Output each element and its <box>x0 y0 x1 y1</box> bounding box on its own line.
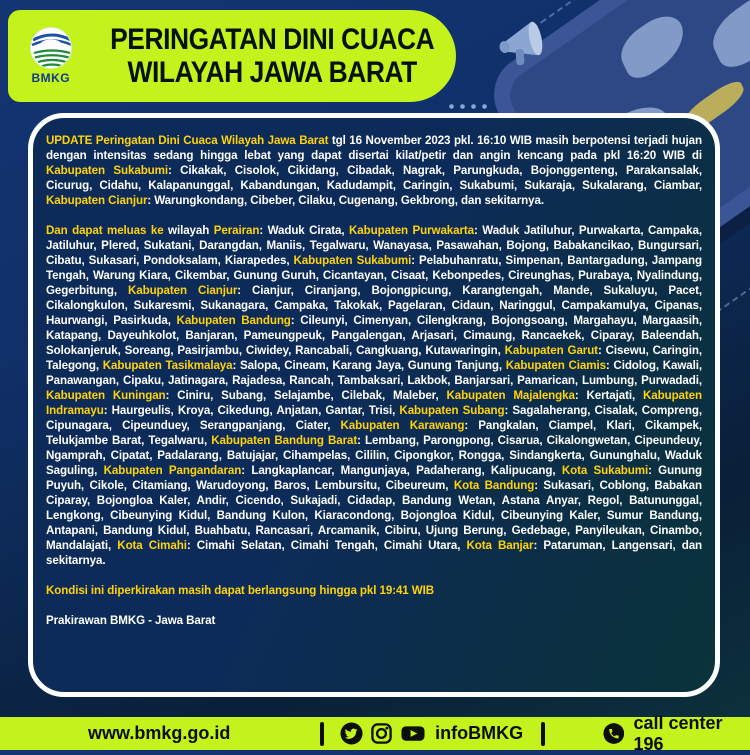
footer-divider <box>320 722 324 746</box>
body-text: : Cikakak, Cisolok, Cikidang, Cibadak, Nagrak, Parungkuda, Bojonggenteng, Parakansalak, Cicurug, Cidahu, Kalapanunggal, Kabandungan, Kadudampit, Caringin, Sukabumi, Sukaraja, Sukalarang, Ciambar, <box>46 164 702 192</box>
highlighted-text: Kabupaten Sukabumi <box>46 164 168 177</box>
body-text: : Gunung Puyuh, Cikole, Citamiang, Warudoyong, Baros, Lembursitu, Cibeureum, <box>46 464 702 492</box>
body-text: : Pelabuhanratu, Simpenan, Bantargadung, Jampang Tengah, Warung Kiara, Cikembar, Gunung Guruh, Cicantayan, Cisaat, Kebonpedes, Cireunghas, Purabaya, Nyalindung, Gegerbitung, <box>46 254 702 297</box>
map-island-shape <box>615 5 691 86</box>
bmkg-logo-label: BMKG <box>31 71 71 85</box>
page-title-line1: PERINGATAN DINI CUACA <box>109 23 434 56</box>
paragraph <box>46 613 702 628</box>
highlighted-text: Kabupaten Ciamis <box>505 359 606 372</box>
bulletin-text <box>46 133 702 628</box>
body-text: : Haurgeulis, Kroya, Cikedung, Anjatan, Gantar, Trisi, <box>103 404 400 417</box>
call-center[interactable] <box>603 713 750 755</box>
paragraph <box>46 583 702 598</box>
page-title-line2: WILAYAH JAWA BARAT <box>127 56 417 89</box>
bmkg-logo <box>14 27 88 85</box>
social-icons <box>340 722 426 745</box>
body-text: : Cimahi Selatan, Cimahi Tengah, Cimahi Utara, <box>186 539 467 552</box>
highlighted-text: Kabupaten Sukabumi <box>293 254 412 267</box>
header-banner <box>8 10 456 102</box>
twitter-icon[interactable] <box>340 722 363 745</box>
social-handle-label[interactable]: infoBMKG <box>435 723 524 743</box>
highlighted-text: Kota Cimahi <box>117 539 187 552</box>
highlighted-text: Kota Sukabumi <box>561 464 649 477</box>
highlighted-text: Kabupaten Pangandaran <box>103 464 242 477</box>
body-text: : Cileunyi, Cimenyan, Cilengkrang, Bojongsoang, Margahayu, Margaasih, Katapang, Dayeuhkolot, Banjaran, Pameungpeuk, Pangalengan, Arjasari, Cimaung, Rancaekek, Ciparay, Baleendah, Solokanjeruk, Soreang, Pasirjambu, Ciwidey, Rancabali, Cangkuang, Kutawaringin, <box>46 314 703 357</box>
highlighted-text: Kota Bandung <box>453 479 535 492</box>
map-island-shape <box>706 0 750 77</box>
body-text: : Pangkalan, Ciampel, Klari, Cikampek, Telukjambe Barat, Tegalwaru, <box>46 419 702 447</box>
body-text: : Lembang, Parongpong, Cisarua, Cikalongwetan, Cipeundeuy, Ngamprah, Cipatat, Padalarang, Batujajar, Cihampelas, Cililin, Cipongkor, Rongga, Sindangkerta, Gununghalu, Waduk Saguling, <box>46 434 702 477</box>
website-link[interactable]: www.bmkg.go.id <box>88 723 231 743</box>
paragraph <box>46 223 702 568</box>
highlighted-text: Kabupaten Bandung Barat <box>211 434 358 447</box>
highlighted-text: UPDATE Peringatan Dini Cuaca Wilayah Jawa Barat <box>46 134 329 147</box>
highlighted-text: Kabupaten Purwakarta <box>349 224 475 237</box>
youtube-icon[interactable] <box>400 722 426 745</box>
page-title <box>110 23 434 89</box>
highlighted-text: Kabupaten Subang <box>399 404 505 417</box>
body-text: : Cisewu, Caringin, Talegong, <box>46 344 702 372</box>
highlighted-text: Kabupaten Cianjur <box>127 284 238 297</box>
highlighted-text: Kabupaten Tasikmalaya <box>102 359 233 372</box>
paragraph <box>46 133 702 208</box>
body-text: : Warungkondang, Cibeber, Cilaku, Cugenang, Gekbrong, dan sekitarnya. <box>147 194 544 207</box>
body-text: : Cidolog, Kawali, Panawangan, Cipaku, Jatinagara, Rajadesa, Rancah, Tambaksari, Lakbok, Banjarsari, Pamarican, Lumbung, Purwadadi, <box>46 359 702 387</box>
body-text: : Waduk Cirata, <box>259 224 350 237</box>
body-text: : Ciniru, Subang, Selajambe, Cilebak, Maleber, <box>165 389 447 402</box>
body-text: : Kertajati, <box>574 389 643 402</box>
call-center-label: call center 196 <box>633 712 723 754</box>
footer-bar <box>0 712 750 754</box>
body-text: : Waduk Jatiluhur, Purwakarta, Campaka, Jatiluhur, Plered, Sukatani, Darangdan, Maniis, Tegalwaru, Wanayasa, Pasawahan, Bojong, Babakancikao, Bungursari, Cibatu, Sukasari, Pondoksalam, Kiarapedes, <box>46 224 702 267</box>
highlighted-text: Kabupaten Bandung <box>176 314 291 327</box>
instagram-icon[interactable] <box>370 722 393 745</box>
body-text: : Salopa, Cineam, Karang Jaya, Gunung Tanjung, <box>232 359 506 372</box>
highlighted-text: Kabupaten Karawang <box>340 419 465 432</box>
highlighted-text: Kota Banjar <box>466 539 534 552</box>
highlighted-text: Perairan <box>213 224 260 237</box>
highlighted-text: Kondisi ini diperkirakan masih dapat berlangsung hingga pkl 19:41 WIB <box>46 584 435 597</box>
body-text: Prakirawan BMKG - Jawa Barat <box>46 614 216 627</box>
highlighted-text: Dan dapat meluas ke <box>46 224 164 237</box>
bmkg-logo-icon <box>30 27 72 69</box>
body-text: : Pataruman, Langensari, dan sekitarnya. <box>46 539 703 567</box>
body-text: tgl 16 November 2023 pkl. 16:10 WIB masih berpotensi terjadi hujan dengan intensitas sedang hingga lebat yang dapat disertai kilat/petir dan angin kencang pada pkl 16:20 WIB di <box>46 134 702 162</box>
highlighted-text: Kabupaten Garut <box>504 344 598 357</box>
highlighted-text: Kabupaten Kuningan <box>46 389 166 402</box>
body-text: wilayah <box>163 224 214 237</box>
body-text: : Cianjur, Ciranjang, Bojongpicung, Karangtengah, Mande, Sukaluyu, Pacet, Cikalongkulon, Sukaresmi, Sukanagara, Campaka, Takokak, Pagelaran, Cidaun, Naringgul, Campakamulya, Cipanas, Haurwangi, Pasirkuda, <box>46 284 702 327</box>
highlighted-text: Kabupaten Indramayu <box>46 389 702 417</box>
body-text: : Sagalaherang, Cisalak, Compreng, Cipunagara, Cipeunduey, Serangpanjang, Ciater, <box>46 404 702 432</box>
highlighted-text: Kabupaten Majalengka <box>446 389 575 402</box>
footer-divider <box>541 722 545 746</box>
bulletin-card <box>28 113 720 697</box>
phone-icon <box>603 722 625 745</box>
body-text: : Sukasari, Coblong, Babakan Ciparay, Bojongloa Kaler, Andir, Cicendo, Sukajadi, Cidadap, Bandung Wetan, Astana Anyar, Regol, Batununggal, Lengkong, Cibeunying Kidul, Bandung Kulon, Kiaracondong, Bojongloa Kidul, Cibeunying Kaler, Sumur Bandung, Antapani, Bandung Kidul, Buahbatu, Rancasari, Arcamanik, Cibiru, Ujung Berung, Gedebage, Panyileukan, Cinambo, Mandalajati, <box>46 479 703 552</box>
body-text: : Langkaplancar, Mangunjaya, Padaherang, Kalipucang, <box>241 464 562 477</box>
highlighted-text: Kabupaten Cianjur <box>46 194 148 207</box>
